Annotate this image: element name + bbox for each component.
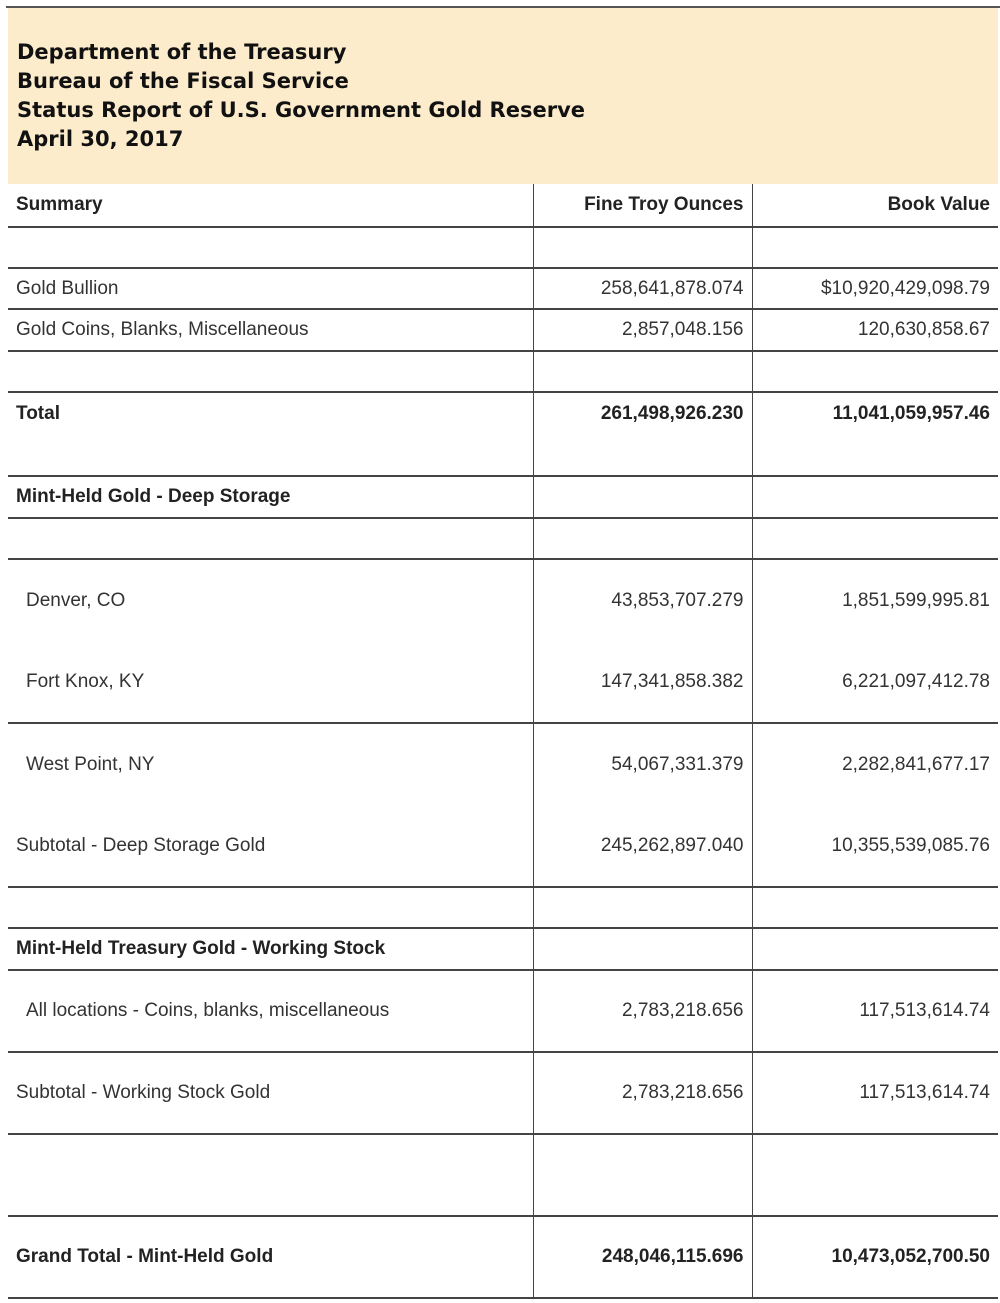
row-book-value: 10,473,052,700.50 xyxy=(752,1216,998,1298)
row-ounces: 2,857,048.156 xyxy=(533,309,752,351)
spacer-row xyxy=(8,518,998,559)
row-label: Total xyxy=(16,402,60,424)
table-header-row xyxy=(8,184,998,227)
table-row-all-locations xyxy=(8,970,998,1052)
table-row-grand-total xyxy=(8,1216,998,1298)
bureau-title: Bureau of the Fiscal Service xyxy=(17,69,349,93)
row-ounces: 54,067,331.379 xyxy=(533,723,752,805)
row-ounces: 258,641,878.074 xyxy=(533,268,752,309)
row-label: Grand Total - Mint-Held Gold xyxy=(8,1216,533,1298)
report-header xyxy=(8,8,998,184)
row-book-value: 120,630,858.67 xyxy=(752,309,998,351)
row-book-value: 10,355,539,085.76 xyxy=(752,805,998,887)
column-header-summary: Summary xyxy=(8,184,533,227)
section-heading-working-stock xyxy=(8,928,998,970)
row-ounces: 43,853,707.279 xyxy=(533,559,752,641)
spacer-row xyxy=(8,434,998,476)
section-heading-label: Mint-Held Treasury Gold - Working Stock xyxy=(8,928,533,970)
spacer-row xyxy=(8,227,998,268)
row-book-value: 1,851,599,995.81 xyxy=(752,559,998,641)
row-label: All locations - Coins, blanks, miscellaneous xyxy=(8,970,533,1052)
row-label: West Point, NY xyxy=(26,753,155,775)
row-label: Denver, CO xyxy=(26,589,126,611)
gold-reserve-table xyxy=(8,184,998,1299)
row-ounces: 147,341,858.382 xyxy=(533,641,752,723)
row-book-value: 117,513,614.74 xyxy=(752,970,998,1052)
row-book-value: 2,282,841,677.17 xyxy=(752,723,998,805)
section-heading-deep-storage xyxy=(8,476,998,518)
table-row-deep-subtotal xyxy=(8,805,998,887)
row-label: Subtotal - Deep Storage Gold xyxy=(8,805,533,887)
row-ounces: 261,498,926.230 xyxy=(533,392,752,434)
section-heading-label: Mint-Held Gold - Deep Storage xyxy=(8,476,533,518)
row-label: Fort Knox, KY xyxy=(8,641,533,723)
agency-title: Department of the Treasury xyxy=(17,40,347,64)
spacer-row xyxy=(8,887,998,928)
report-title: Status Report of U.S. Government Gold Reserve xyxy=(17,98,586,122)
table-row-total xyxy=(8,392,998,434)
row-ounces: 2,783,218.656 xyxy=(533,970,752,1052)
row-ounces: 245,262,897.040 xyxy=(533,805,752,887)
row-label: Gold Bullion xyxy=(8,268,533,309)
table-row-west-point xyxy=(8,723,998,805)
row-label: Gold Coins, Blanks, Miscellaneous xyxy=(8,309,533,351)
table-row-gold-bullion xyxy=(8,268,998,309)
table-row-working-subtotal xyxy=(8,1052,998,1134)
row-ounces: 2,783,218.656 xyxy=(533,1052,752,1134)
spacer-row xyxy=(8,1134,998,1216)
table-row-denver xyxy=(8,559,998,641)
row-label: Subtotal - Working Stock Gold xyxy=(8,1052,533,1134)
row-ounces: 248,046,115.696 xyxy=(533,1216,752,1298)
column-header-ounces: Fine Troy Ounces xyxy=(533,184,752,227)
column-header-book-value: Book Value xyxy=(752,184,998,227)
row-book-value: 117,513,614.74 xyxy=(752,1052,998,1134)
spacer-row xyxy=(8,351,998,392)
table-row-gold-coins xyxy=(8,309,998,351)
row-book-value: $10,920,429,098.79 xyxy=(752,268,998,309)
table-row-fort-knox xyxy=(8,641,998,723)
report-date: April 30, 2017 xyxy=(17,127,184,151)
row-book-value: 11,041,059,957.46 xyxy=(752,392,998,434)
row-book-value: 6,221,097,412.78 xyxy=(752,641,998,723)
